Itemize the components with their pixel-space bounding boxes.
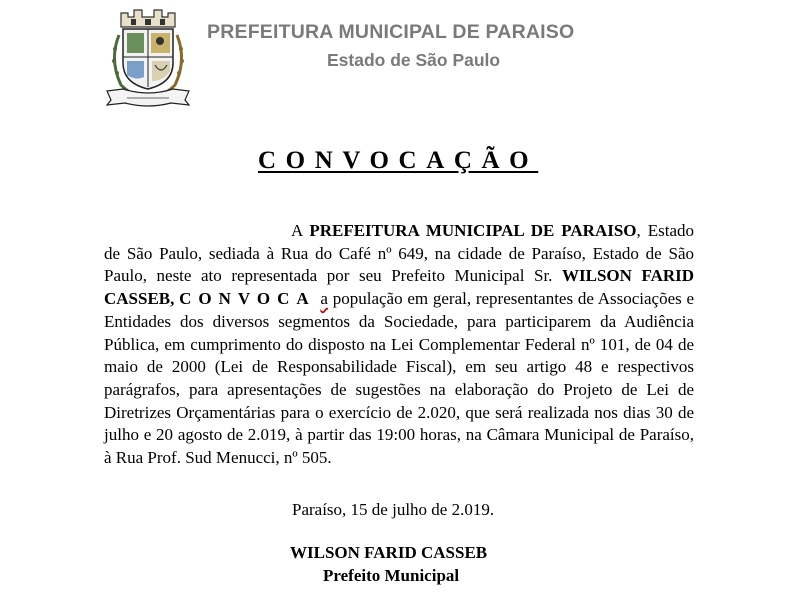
municipal-coat-of-arms bbox=[103, 5, 193, 107]
mayor-name-bold: WILSON FARID CASSEB, bbox=[104, 266, 695, 309]
body-text-main: população em geral, representantes de Associações e Entidades dos diversos segmentos da Sociedade, para participarem da Audiência Pública, em cumprimento do disposto na Lei Complementar Federal nº 101, de 04 de maio de 2000 (Lei de Responsabilidade Fiscal), em seu artigo 48 e respectivos parágrafos, para apresentações de sugestões na elaboração do Projeto de Lei de Diretrizes Orçamentárias para o exercício de 2.020, que será realizada nos dias 30 de julho e 20 agosto de 2.019, à partir das 19:00 horas, na Câmara Municipal de Paraíso, à Rua Prof. Sud Menucci, nº 505. bbox=[104, 289, 695, 468]
signatory-role: Prefeito Municipal bbox=[323, 566, 460, 585]
body-text-start: A bbox=[291, 221, 303, 240]
body-text-intro: , Estado de São Paulo, sediada à Rua do Café nº 649, na cidade de Paraíso, Estado de São Paulo, neste ato representada por seu Prefeito Municipal Sr. bbox=[104, 221, 695, 286]
municipality-title: PREFEITURA MUNICIPAL DE PARAISO bbox=[207, 21, 575, 43]
document-title: CONVOCAÇÃO bbox=[258, 147, 539, 174]
body-paragraph bbox=[104, 220, 694, 470]
coat-of-arms-icon bbox=[103, 5, 193, 107]
municipality-name-bold: PREFEITURA MUNICIPAL DE PARAISO bbox=[309, 221, 637, 240]
convoca-bold: CONVOCA bbox=[179, 289, 316, 309]
document-body bbox=[104, 220, 694, 470]
date-line: Paraíso, 15 de julho de 2.019. bbox=[292, 500, 495, 519]
signatory-name: WILSON FARID CASSEB bbox=[290, 543, 488, 562]
state-subtitle: Estado de São Paulo bbox=[327, 50, 501, 70]
spellcheck-word: a bbox=[320, 289, 328, 309]
